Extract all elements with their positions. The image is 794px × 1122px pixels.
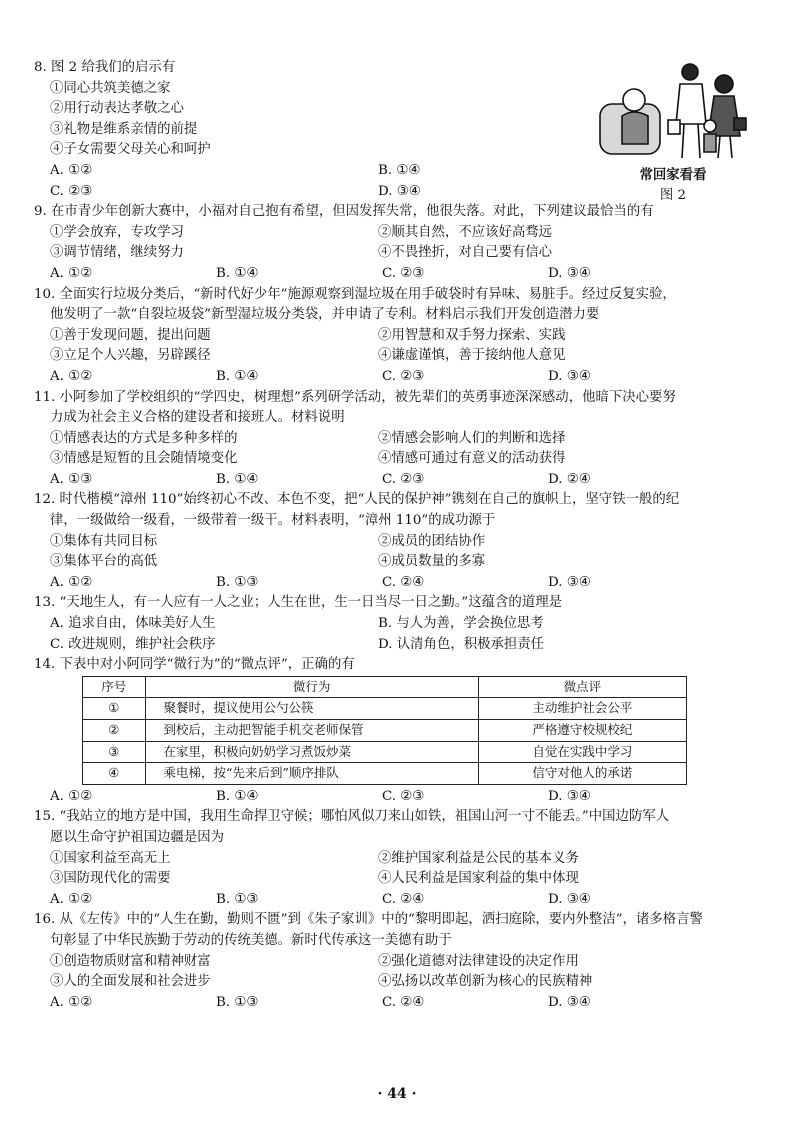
statement-3: ③人的全面发展和社会进步	[50, 974, 211, 990]
question-11	[34, 388, 762, 491]
row-index: ②	[83, 720, 146, 742]
choice-d: D. ③④	[548, 368, 591, 384]
question-stem: 11. 小阿参加了学校组织的“学四史，树理想”系列研学活动，被先辈们的英勇事迹深深感动，他暗下决心要努	[34, 389, 676, 405]
question-stem: 13. “天地生人，有一人应有一人之业；人生在世，生一日当尽一日之勤。”这蕴含的道理是	[34, 595, 562, 611]
table-row	[83, 720, 687, 742]
choice-c: C. ②④	[382, 994, 425, 1010]
choice-b: B. ①③	[216, 574, 259, 590]
question-stem-continued: 句彰显了中华民族勤于劳动的传统美德。新时代传承这一美德有助于	[50, 932, 452, 948]
choice-d: D. ③④	[378, 183, 421, 199]
statement-4: ④子女需要父母关心和呵护	[50, 142, 211, 158]
choice-c: C. ②③	[382, 471, 425, 487]
statement-2: ②强化道德对法律建设的决定作用	[378, 953, 579, 969]
choice-d: D. ③④	[548, 788, 591, 804]
question-stem: 16. 从《左传》中的“人生在勤，勤则不匮”到《朱子家训》中的“黎明即起，洒扫庭除，要内外整洁”，诸多格言警	[34, 912, 703, 928]
choice-c: C. 改进规则，维护社会秩序	[50, 636, 216, 652]
question-8	[34, 58, 554, 202]
choice-a: A. ①②	[50, 368, 93, 384]
row-behavior: 到校后，主动把智能手机交老师保管	[145, 720, 478, 742]
statement-1: ①善于发现问题，提出问题	[50, 327, 211, 343]
row-comment: 信守对他人的承诺	[478, 763, 686, 785]
question-12	[34, 490, 762, 593]
choice-a: A. ①③	[50, 471, 93, 487]
choice-a: A. ①②	[50, 265, 93, 281]
statement-3: ③礼物是维系亲情的前提	[50, 121, 198, 137]
figure-caption-label: 图 2	[659, 188, 687, 203]
exam-page	[34, 58, 762, 1013]
statement-2: ②顺其自然，不应该好高骛远	[378, 224, 553, 240]
statement-1: ①情感表达的方式是多种多样的	[50, 430, 238, 446]
statement-1: ①国家利益至高无上	[50, 850, 171, 866]
choice-b: B. ①④	[216, 471, 259, 487]
header-index: 序号	[83, 676, 146, 698]
question-16	[34, 910, 762, 1013]
question-stem: 14. 下表中对小阿同学“微行为”的“微点评”，正确的有	[34, 657, 355, 673]
choice-b: B. ①④	[216, 788, 259, 804]
statement-2: ②情感会影响人们的判断和选择	[378, 430, 566, 446]
choice-b: B. ①④	[216, 265, 259, 281]
row-comment: 自觉在实践中学习	[478, 741, 686, 763]
question-stem: 12. 时代楷模“漳州 110”始终初心不改、本色不变，把“人民的保护神”镌刻在自己的旗帜上，坚守铁一般的纪	[34, 492, 680, 508]
choice-b: B. ①④	[216, 368, 259, 384]
statement-4: ④情感可通过有意义的活动获得	[378, 451, 566, 467]
choice-a: A. ①②	[50, 788, 93, 804]
choice-d: D. ③④	[548, 891, 591, 907]
choice-d: D. ②④	[548, 471, 591, 487]
choice-b: B. ①③	[216, 994, 259, 1010]
family-visit-illustration	[594, 60, 752, 164]
table-row	[83, 763, 687, 785]
statement-2: ②维护国家利益是公民的基本义务	[378, 850, 579, 866]
table-row	[83, 741, 687, 763]
statement-4: ④弘扬以改革创新为核心的民族精神	[378, 974, 593, 990]
question-stem: 9. 在市青少年创新大赛中，小福对自己抱有希望，但因发挥失常，他很失落。对此，下列建议最恰当的有	[34, 204, 654, 220]
choice-c: C. ②③	[382, 368, 425, 384]
question-9	[34, 202, 762, 284]
page-number: · 44 ·	[377, 1086, 417, 1102]
question-stem-continued: 力成为社会主义合格的建设者和接班人。材料说明	[50, 410, 345, 426]
choice-c: C. ②③	[382, 265, 425, 281]
statement-4: ④谦虚谨慎，善于接纳他人意见	[378, 348, 566, 364]
choice-b: B. 与人为善，学会换位思考	[378, 616, 544, 632]
statement-4: ④成员数量的多寡	[378, 554, 486, 570]
choice-a: A. ①②	[50, 162, 93, 178]
choice-b: B. ①④	[378, 162, 421, 178]
behavior-review-table	[82, 676, 687, 785]
question-stem-continued: 愿以生命守护祖国边疆是因为	[50, 829, 225, 845]
figure-caption-title: 常回家看看	[639, 167, 707, 183]
statement-3: ③集体平台的高低	[50, 554, 158, 570]
statement-1: ①同心共筑美德之家	[50, 80, 171, 96]
choice-c: C. ②③	[382, 788, 425, 804]
row-index: ④	[83, 763, 146, 785]
row-behavior: 聚餐时，提议使用公勺公筷	[145, 698, 478, 720]
header-comment: 微点评	[478, 676, 686, 698]
choice-a: A. 追求自由，体味美好人生	[50, 616, 216, 632]
choice-b: B. ①③	[216, 891, 259, 907]
statement-4: ④人民利益是国家利益的集中体现	[378, 871, 579, 887]
table-row	[83, 698, 687, 720]
question-stem-continued: 律，一级做给一级看，一级带着一级干。材料表明，“漳州 110”的成功源于	[50, 513, 496, 529]
header-behavior: 微行为	[145, 676, 478, 698]
choice-c: C. ②③	[50, 183, 93, 199]
question-stem: 10. 全面实行垃圾分类后，“新时代好少年”施源观察到湿垃圾在用手破袋时有异味、易脏手。经过反复实验，	[34, 286, 676, 302]
statement-2: ②成员的团结协作	[378, 533, 486, 549]
question-stem: 15. “我站立的地方是中国，我用生命捍卫守候；哪怕风似刀来山如铁，祖国山河一寸不能丢。”中国边防军人	[34, 809, 670, 825]
choice-d: D. ③④	[548, 265, 591, 281]
statement-2: ②用智慧和双手努力探索、实践	[378, 327, 566, 343]
question-10	[34, 285, 762, 388]
choice-a: A. ①②	[50, 574, 93, 590]
question-13	[34, 593, 762, 655]
question-stem-continued: 他发明了一款“自裂垃圾袋”新型湿垃圾分类袋，并申请了专利。材料启示我们开发创造潜力要	[50, 307, 600, 323]
choice-c: C. ②④	[382, 574, 425, 590]
row-index: ③	[83, 741, 146, 763]
statement-4: ④不畏挫折，对自己要有信心	[378, 245, 553, 261]
choice-d: D. ③④	[548, 994, 591, 1010]
statement-1: ①学会放弃，专攻学习	[50, 224, 184, 240]
statement-3: ③国防现代化的需要	[50, 871, 171, 887]
choice-d: D. 认清角色，积极承担责任	[378, 636, 545, 652]
statement-3: ③调节情绪，继续努力	[50, 245, 184, 261]
statement-1: ①创造物质财富和精神财富	[50, 953, 211, 969]
question-15	[34, 807, 762, 910]
statement-3: ③立足个人兴趣，另辟蹊径	[50, 348, 211, 364]
choice-d: D. ③④	[548, 574, 591, 590]
question-14	[34, 655, 762, 807]
statement-3: ③情感是短暂的且会随情境变化	[50, 451, 238, 467]
statement-1: ①集体有共同目标	[50, 533, 158, 549]
row-behavior: 乘电梯，按“先来后到”顺序排队	[145, 763, 478, 785]
choice-c: C. ②④	[382, 891, 425, 907]
row-comment: 严格遵守校规校纪	[478, 720, 686, 742]
row-comment: 主动维护社会公平	[478, 698, 686, 720]
row-index: ①	[83, 698, 146, 720]
figure-2	[594, 60, 752, 203]
choice-a: A. ①②	[50, 891, 93, 907]
row-behavior: 在家里，积极向奶奶学习煮饭炒菜	[145, 741, 478, 763]
table-header-row	[83, 676, 687, 698]
question-stem: 8. 图 2 给我们的启示有	[34, 60, 176, 75]
statement-2: ②用行动表达孝敬之心	[50, 101, 184, 117]
choice-a: A. ①②	[50, 994, 93, 1010]
